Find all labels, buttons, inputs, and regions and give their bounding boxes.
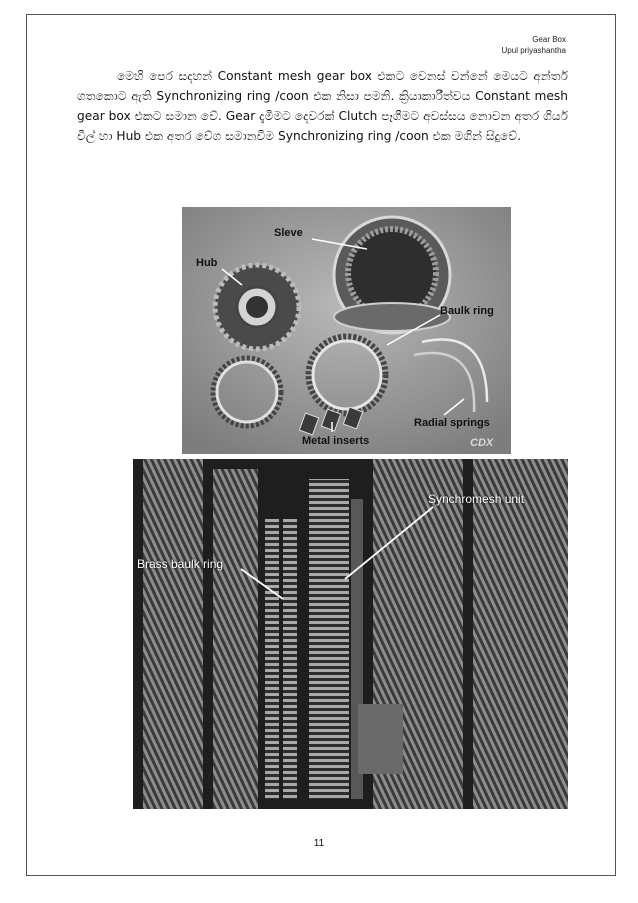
- header-title: Gear Box: [532, 35, 566, 44]
- metal-inserts-label: Metal inserts: [302, 435, 370, 447]
- gearbox-internals-photo: [133, 459, 568, 809]
- radial-springs-label: Radial springs: [414, 417, 490, 429]
- page-number: 11: [313, 838, 325, 849]
- brass-baulk-ring-label: Brass baulk ring: [137, 557, 224, 571]
- header-author: Upul priyashantha: [501, 46, 566, 55]
- cdx-watermark: CDX: [470, 437, 494, 449]
- baulk-ring-label: Baulk ring: [440, 305, 494, 317]
- hub-label: Hub: [196, 257, 218, 269]
- body-paragraph: මෙහි පෙර සදහන් Constant mesh gear box එකට වෙනස් වන්නේ මෙයට අන්තර් ගතකොට ඇති Synchronizing ring /coon එක නිසා පමනි. ක්‍රියාකාරීත්වය Constant mesh gear box එකට සමාන වේ. Gear දැමීමට දෙවරක් Clutch පෑගීමට අවස්සය නොවන අතර ගියර් වීල් හා Hub එක අතර වේග සමානවීම Synchronizing ring /coon එක මගින් සිදුවේ.: [77, 69, 568, 143]
- body-paragraph-container: [77, 66, 568, 146]
- synchromesh-unit-label: Synchromesh unit: [428, 492, 525, 506]
- page-header: [502, 34, 566, 56]
- sleeve-label: Sleve: [274, 227, 303, 239]
- synchronizer-components-photo: [182, 207, 511, 454]
